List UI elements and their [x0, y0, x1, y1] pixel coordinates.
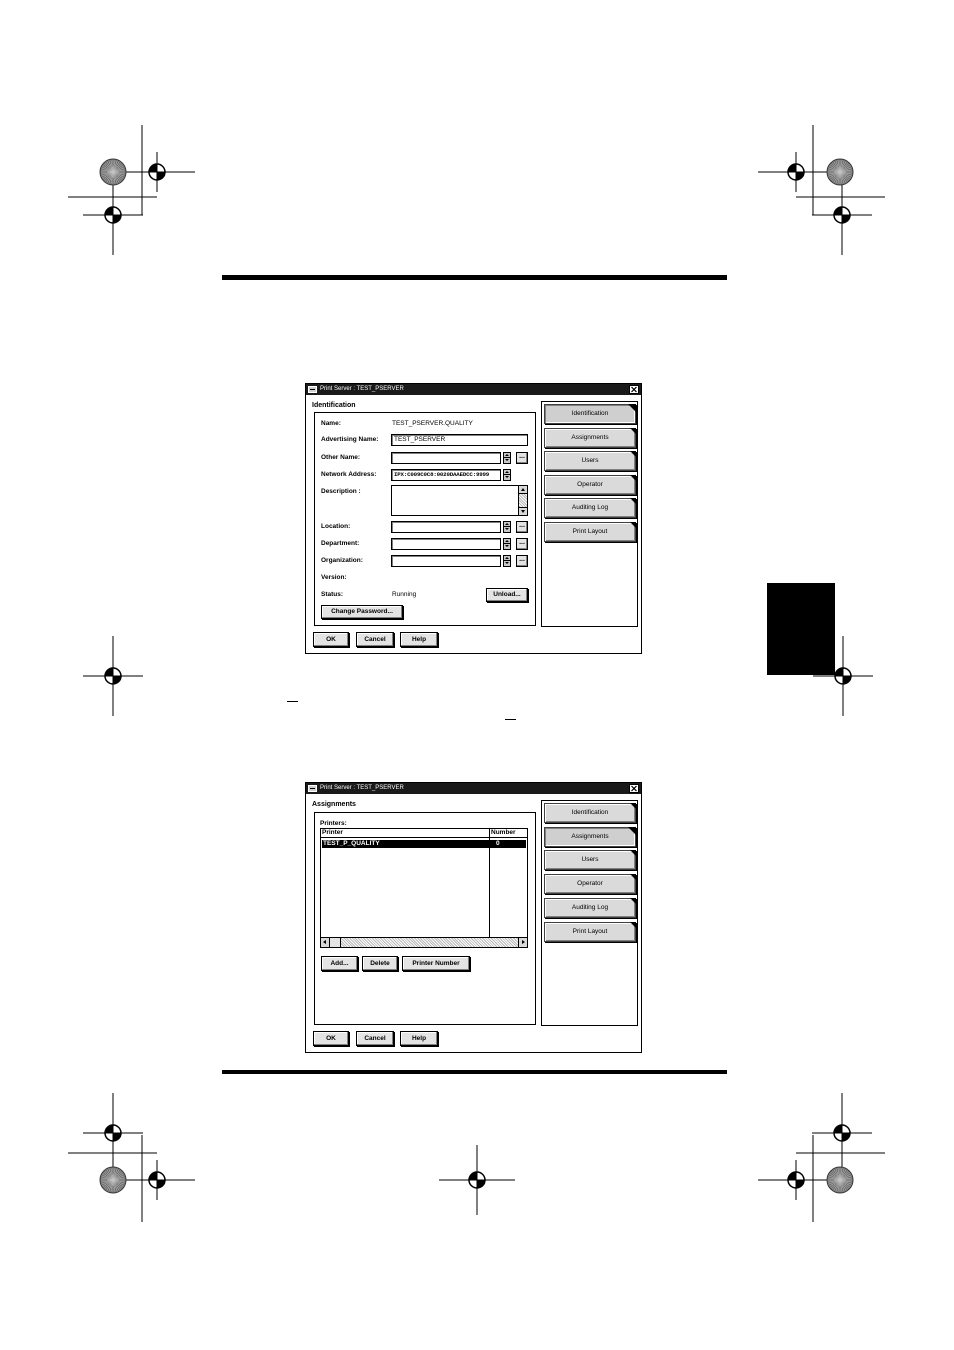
registration-target-icon — [83, 636, 143, 716]
window-title: Print Server : TEST_PSERVER — [320, 386, 404, 392]
tab-operator[interactable]: Operator — [544, 475, 636, 495]
column-header-number[interactable]: Number — [491, 829, 516, 836]
section-title: Assignments — [312, 801, 356, 808]
location-spin-arrows-icon[interactable] — [503, 521, 511, 533]
help-button[interactable]: Help — [400, 632, 438, 647]
spin-down-arrow-icon[interactable] — [504, 475, 510, 480]
delete-button[interactable]: Delete — [362, 956, 398, 971]
registration-target-icon — [758, 152, 834, 192]
tab-print-layout[interactable]: Print Layout — [544, 522, 636, 542]
printer-number-button[interactable]: Printer Number — [402, 956, 470, 971]
organization-field[interactable] — [391, 555, 501, 567]
organization-browse-button[interactable]: ... — [516, 555, 528, 567]
identification-dialog — [305, 383, 642, 654]
other-name-label: Other Name: — [321, 454, 361, 461]
tab-assignments[interactable]: Assignments — [544, 827, 636, 847]
system-menu-icon[interactable] — [308, 785, 317, 792]
spin-down-arrow-icon[interactable] — [504, 458, 510, 463]
section-title: Identification — [312, 402, 356, 409]
description-label: Description : — [321, 488, 361, 495]
advertising-name-label: Advertising Name: — [321, 436, 379, 443]
help-button[interactable]: Help — [400, 1031, 438, 1046]
close-x-glyph — [630, 386, 638, 393]
other-name-field[interactable] — [391, 452, 501, 464]
department-label: Department: — [321, 540, 360, 547]
close-icon[interactable] — [629, 385, 639, 394]
registration-target-icon — [83, 175, 143, 255]
ok-button[interactable]: OK — [313, 1031, 349, 1046]
registration-target-icon — [812, 1093, 872, 1173]
name-label: Name: — [321, 420, 341, 427]
unload-button[interactable]: Unload... — [486, 588, 528, 602]
title-bar[interactable] — [306, 384, 641, 395]
tab-identification[interactable]: Identification — [544, 404, 636, 424]
scroll-right-arrow-icon[interactable] — [518, 938, 527, 947]
top-rule — [222, 275, 727, 280]
department-spin-arrows-icon[interactable] — [503, 538, 511, 550]
printers-list[interactable] — [320, 828, 528, 948]
network-address-label: Network Address: — [321, 471, 377, 478]
tab-auditing-log[interactable]: Auditing Log — [544, 498, 636, 518]
list-item[interactable] — [322, 840, 526, 848]
tab-operator[interactable]: Operator — [544, 874, 636, 894]
location-field[interactable] — [391, 521, 501, 533]
department-browse-button[interactable]: ... — [516, 538, 528, 550]
version-label: Version: — [321, 574, 347, 581]
tab-users[interactable]: Users — [544, 850, 636, 870]
other-name-browse-button[interactable]: ... — [516, 452, 528, 464]
registration-sunburst-icon — [827, 1167, 853, 1193]
registration-target-icon — [83, 1093, 143, 1173]
chapter-thumb-tab — [767, 583, 835, 675]
ok-button[interactable]: OK — [313, 632, 349, 647]
other-name-spin-arrows-icon[interactable] — [503, 452, 511, 464]
change-password-button[interactable]: Change Password... — [321, 605, 403, 619]
bottom-rule — [222, 1070, 727, 1074]
spin-down-arrow-icon[interactable] — [504, 561, 510, 566]
assignments-dialog — [305, 782, 642, 1053]
status-label: Status: — [321, 591, 344, 598]
tab-print-layout[interactable]: Print Layout — [544, 922, 636, 942]
scroll-left-arrow-icon[interactable] — [321, 938, 330, 947]
registration-target-icon — [119, 152, 195, 192]
location-browse-button[interactable]: ... — [516, 521, 528, 533]
scroll-thumb[interactable] — [330, 938, 341, 947]
printer-number-cell: 0 — [496, 840, 500, 847]
cancel-button[interactable]: Cancel — [356, 1031, 394, 1046]
spin-down-arrow-icon[interactable] — [504, 527, 510, 532]
tab-auditing-log[interactable]: Auditing Log — [544, 898, 636, 918]
registration-target-icon — [758, 1160, 834, 1200]
registration-target-icon — [812, 175, 872, 255]
description-scrollbar[interactable] — [518, 486, 527, 515]
location-label: Location: — [321, 523, 351, 530]
spin-down-arrow-icon[interactable] — [504, 544, 510, 549]
tab-users[interactable]: Users — [544, 451, 636, 471]
list-header — [321, 829, 527, 838]
registration-target-icon — [439, 1145, 515, 1215]
department-field[interactable] — [391, 538, 501, 550]
network-address-field[interactable]: IPX:C009C0C8:0020DAAEDCC:9999 — [391, 469, 501, 481]
printer-name-cell: TEST_P_QUALITY — [323, 840, 380, 847]
advertising-name-field[interactable]: TEST_PSERVER — [391, 434, 528, 446]
system-menu-icon[interactable] — [308, 386, 317, 393]
organization-spin-arrows-icon[interactable] — [503, 555, 511, 567]
horizontal-scrollbar[interactable] — [321, 937, 527, 947]
description-textarea[interactable] — [391, 485, 528, 516]
add-button[interactable]: Add... — [321, 956, 358, 971]
name-value: TEST_PSERVER.QUALITY — [392, 420, 473, 427]
status-value: Running — [392, 591, 417, 598]
tab-assignments[interactable]: Assignments — [544, 428, 636, 448]
window-title: Print Server : TEST_PSERVER — [320, 785, 404, 791]
cancel-button[interactable]: Cancel — [356, 632, 394, 647]
scroll-up-arrow-icon[interactable] — [519, 486, 527, 494]
organization-label: Organization: — [321, 557, 363, 564]
close-x-glyph — [630, 785, 638, 792]
underline-mark — [287, 701, 298, 702]
network-address-spin-arrows-icon[interactable] — [503, 469, 511, 481]
close-icon[interactable] — [629, 784, 639, 793]
title-bar[interactable] — [306, 783, 641, 794]
scroll-down-arrow-icon[interactable] — [519, 507, 527, 515]
registration-sunburst-icon — [100, 159, 126, 185]
registration-target-icon — [119, 1160, 195, 1200]
printers-label: Printers: — [320, 820, 347, 827]
column-header-printer[interactable]: Printer — [322, 829, 343, 836]
registration-sunburst-icon — [100, 1167, 126, 1193]
underline-mark — [505, 719, 516, 720]
tab-identification[interactable]: Identification — [544, 803, 636, 823]
registration-sunburst-icon — [827, 159, 853, 185]
